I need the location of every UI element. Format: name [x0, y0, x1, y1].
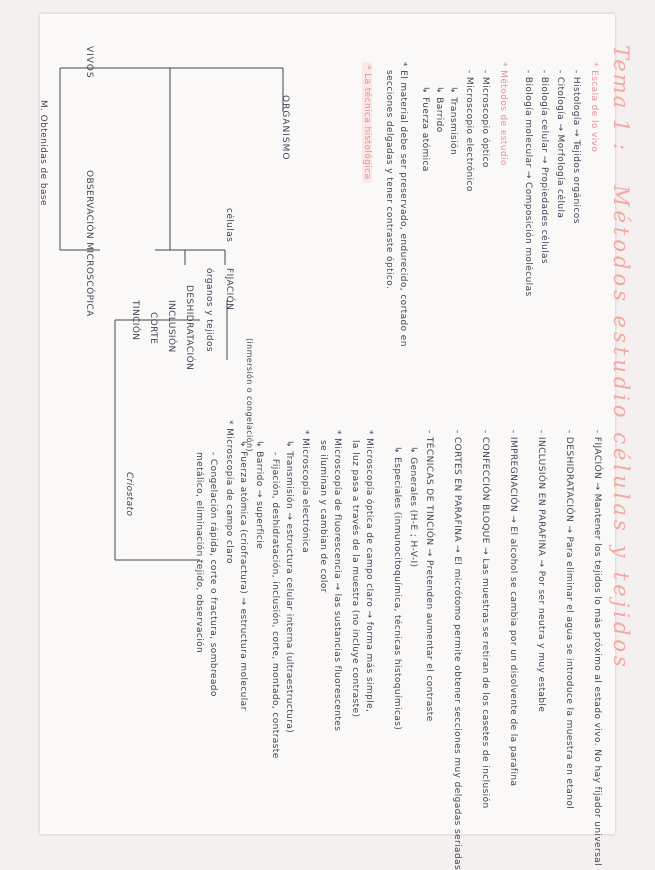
escala-item: - Citología → Morfología célula [555, 70, 565, 219]
escala-heading: * Escala de lo vivo [589, 62, 599, 153]
extra-line: ↳ Barrido → superficie [254, 440, 264, 550]
extra-line: * Microscopía electrónica [300, 430, 310, 554]
extra-line: ↳ Fuerza atómica (criofractura) → estructura molecular [238, 440, 248, 711]
extra-line: se iluminan y cambian de color [318, 440, 328, 593]
step-impregnacion: - IMPREGNACIÓN → El alcohol se cambia por un disolvente de la parafina [508, 430, 518, 787]
escala-item: - Histología → Tejidos orgánicos [571, 70, 581, 224]
criostato-label: Criostato [124, 472, 134, 517]
muestras-label: M. Obtenidas de base [38, 100, 48, 206]
extra-line: * Microscopía óptica de campo claro → forma más simple, [364, 430, 374, 713]
step-cortes: - CORTES EN PARAFINA → El micrótomo permite obtener secciones muy delgadas seriadas [452, 430, 462, 870]
escala-item: - Biología molecular → Composición moléculas [523, 70, 533, 297]
metodos-item: ↳ Transmisión [448, 86, 458, 156]
vivos-label: VIVOS [84, 46, 94, 79]
metodos-item: ↳ Fuerza atómica [420, 86, 430, 172]
organos-label: órganos y tejidos [204, 268, 214, 352]
celulas-label: células [224, 208, 234, 243]
step-bloque: - CONFECCIÓN BLOQUE → Las muestras se retiran de los casetes de inclusión [480, 430, 490, 809]
title-main: Métodos estudio células y tejidos [609, 185, 633, 671]
title-topic: Tema 1 : [609, 45, 633, 153]
tincion-label: TINCIÓN [130, 300, 140, 341]
extra-line: la luz pasa a través de la muestra (no incluye contraste) [350, 440, 360, 718]
extra-line: ↳ Transmisión → estructura celular interna (ultraestructura) [284, 440, 294, 734]
observacion-label: OBSERVACIÓN MICROSCÓPICA [84, 170, 94, 317]
escala-item: - Biología celular → Propiedades células [539, 70, 549, 265]
step-generales: ↳ Generales (H-E ; H-V-I) [408, 446, 418, 568]
fijacion-label: FIJACIÓN [224, 268, 234, 311]
metodos-item: - Microscopio electrónico [464, 70, 474, 192]
inmersion-label: (inmersión o congelación) [245, 338, 254, 452]
extra-line: * Microscopía de fluorescencia → las sustancias fluorescentes [332, 430, 342, 732]
inclusion-label: INCLUSIÓN [166, 300, 176, 353]
metodos-heading: * Métodos de estudio [498, 62, 508, 166]
extra-line: - Fijación, deshidratación, inclusión, corte, montado, contraste [270, 452, 280, 759]
step-especiales: ↳ Especiales (inmunocitoquímica, técnicas histoquímicas) [392, 446, 402, 731]
organismo-label: ORGANISMO [280, 95, 290, 161]
metodos-item: - Microscopio óptico [480, 70, 490, 168]
step-fijacion: - FIJACIÓN → Mantener los tejidos lo más próximo al estado vivo. No hay fijador universal [592, 430, 602, 866]
step-tincion: - TÉCNICAS DE TINCIÓN → Pretenden aumentar el contraste [424, 430, 434, 722]
extra-line: metálico, eliminación tejido, observación [194, 452, 204, 654]
microscopia-heading: * Microscopía de campo claro [224, 420, 234, 564]
deshidratacion-label: DESHIDRATACIÓN [184, 285, 194, 371]
note-line: * El material debe ser preservado, endurecido, cortado en [398, 62, 408, 347]
step-inclusion: - INCLUSIÓN EN PARAFINA → Por ser neutra y muy estable [536, 430, 546, 713]
metodos-item: ↳ Barrido [434, 86, 444, 133]
step-deshidratacion: - DESHIDRATACIÓN → Para eliminar el agua se introduce la muestra en etanol [564, 430, 574, 810]
note-line: secciones delgadas y tener contraste óptico. [384, 70, 394, 290]
corte-label: CORTE [148, 312, 158, 345]
extra-line: - Congelación rápida, corte o fractura, sombreado [208, 452, 218, 697]
tecnica-heading-label: * La técnica histológica [362, 62, 372, 183]
